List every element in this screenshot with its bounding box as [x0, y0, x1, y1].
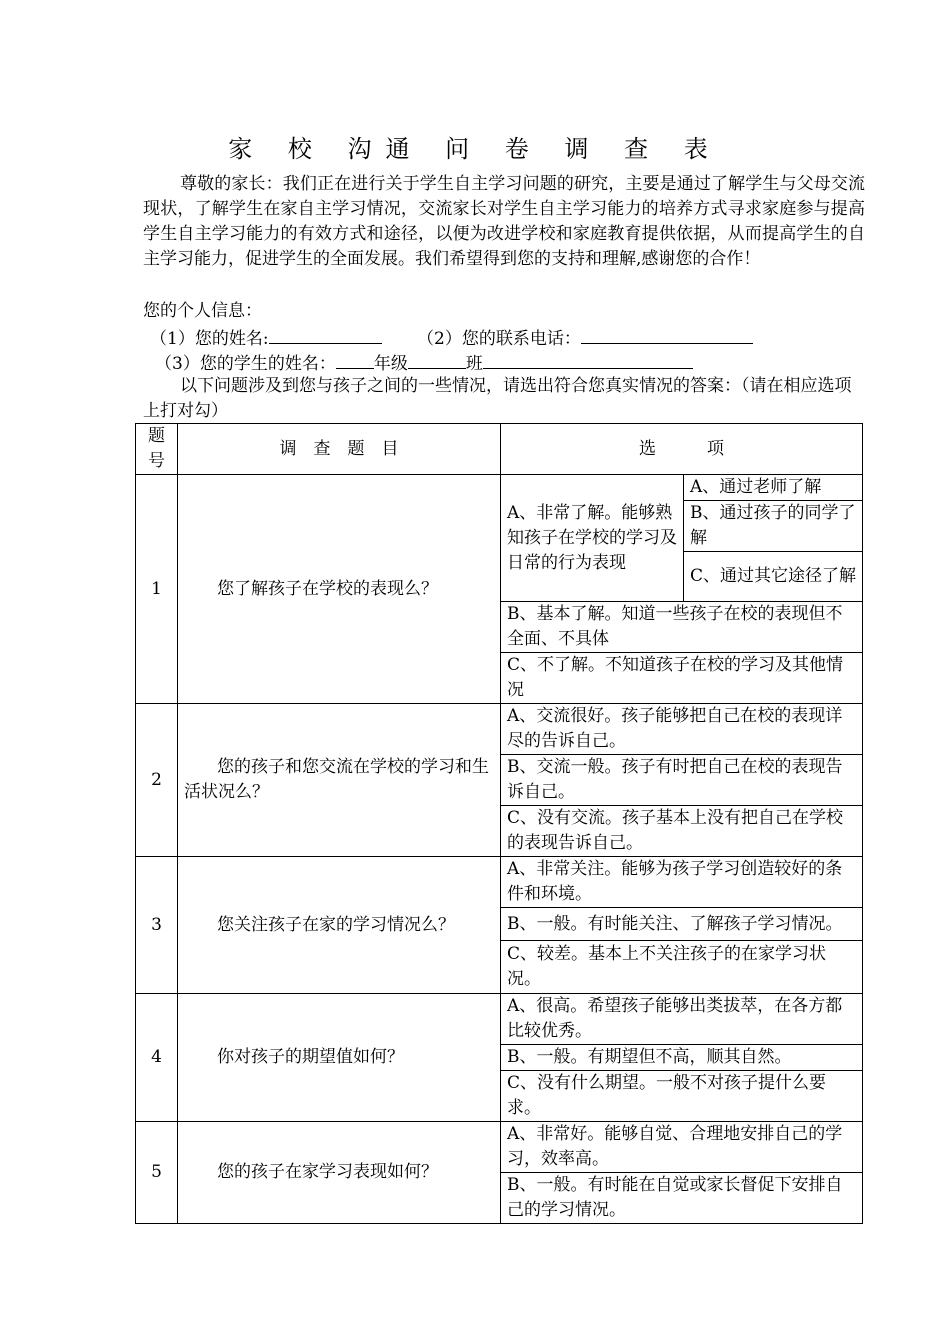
survey-table [135, 423, 863, 1224]
phone-field-row [417, 324, 753, 352]
option-4a[interactable]: A、很高。希望孩子能够出类拔萃，在各方都比较优秀。 [501, 994, 863, 1045]
name-label: （1）您的姓名: [150, 329, 269, 349]
option-1a-sub-a[interactable]: A、通过老师了解 [684, 475, 863, 501]
table-row [136, 994, 863, 1045]
question-4-text: 你对孩子的期望值如何？ [217, 1047, 404, 1067]
option-3b[interactable]: B、一般。有时能关注、了解孩子学习情况。 [501, 908, 863, 941]
question-number: 1 [136, 475, 178, 704]
grade-label: 年级 [373, 354, 408, 374]
option-4b[interactable]: B、一般。有期望但不高，顺其自然。 [501, 1045, 863, 1071]
phone-field[interactable] [581, 324, 753, 344]
page-title: 家 校 沟通 问 卷 调 查 表 [228, 135, 722, 163]
question-number: 5 [136, 1122, 178, 1224]
class-field[interactable] [483, 349, 693, 369]
table-row [136, 1122, 863, 1173]
option-5b[interactable]: B、一般。有时能在自觉或家长督促下安排自己的学习情况。 [501, 1173, 863, 1224]
option-4c[interactable]: C、没有什么期望。一般不对孩子提什么要求。 [501, 1071, 863, 1122]
table-row [136, 857, 863, 908]
question-text [178, 704, 501, 857]
personal-info-heading: 您的个人信息： [143, 301, 262, 321]
intro-paragraph: 尊敬的家长：我们正在进行关于学生自主学习问题的研究，主要是通过了解学生与父母交流现状，了解学生在家自主学习情况，交流家长对学生自主学习能力的培养方式寻求家庭参与提高学生自主学习能力的有效方式和途径，以便为改进学校和家庭教育提供依据，从而提高学生的自主学习能力，促进学生的全面发展。我们希望得到您的支持和理解,感谢您的合作！ [143, 174, 865, 269]
option-1a[interactable]: A、非常了解。能够熟知孩子在学校的学习及日常的行为表现 [501, 475, 684, 602]
question-2-text: 您的孩子和您交流在学校的学习和生活状况么？ [184, 757, 489, 802]
question-text [178, 994, 501, 1122]
option-1a-sub-b[interactable]: B、通过孩子的同学了解 [684, 501, 863, 552]
option-5a[interactable]: A、非常好。能够自觉、合理地安排自己的学习，效率高。 [501, 1122, 863, 1173]
question-3-text: 您关注孩子在家的学习情况么？ [217, 914, 455, 935]
question-5-text: 您的孩子在家学习表现如何？ [217, 1162, 438, 1182]
instruction-text: 以下问题涉及到您与孩子之间的一些情况，请选出符合您真实情况的答案：（请在相应选项上打对勾） [143, 376, 852, 421]
student-field-row [155, 349, 693, 377]
class-label: 班 [465, 354, 483, 374]
question-number: 2 [136, 704, 178, 857]
name-field-row [150, 324, 382, 352]
option-3c[interactable]: C、较差。基本上不关注孩子的在家学习状况。 [501, 941, 863, 994]
option-2c[interactable]: C、没有交流。孩子基本上没有把自己在学校的表现告诉自己。 [501, 806, 863, 857]
option-2a[interactable]: A、交流很好。孩子能够把自己在校的表现详尽的告诉自己。 [501, 704, 863, 755]
option-2b[interactable]: B、交流一般。孩子有时把自己在校的表现告诉自己。 [501, 755, 863, 806]
option-1c[interactable]: C、不了解。不知道孩子在校的学习及其他情况 [501, 653, 863, 704]
question-number: 4 [136, 994, 178, 1122]
question-1-text: 您了解孩子在学校的表现么？ [217, 578, 438, 599]
header-number: 题号 [136, 424, 178, 475]
question-text [178, 857, 501, 994]
table-header-row [136, 424, 863, 475]
option-3a[interactable]: A、非常关注。能够为孩子学习创造较好的条件和环境。 [501, 857, 863, 908]
question-text [178, 1122, 501, 1224]
student-name-field[interactable] [336, 349, 374, 369]
question-text [178, 475, 501, 704]
name-field[interactable] [269, 324, 382, 344]
grade-field[interactable] [408, 349, 466, 369]
phone-label: （2）您的联系电话： [417, 329, 581, 349]
option-1a-sub-c[interactable]: C、通过其它途径了解 [684, 552, 863, 602]
question-number: 3 [136, 857, 178, 994]
option-1b[interactable]: B、基本了解。知道一些孩子在校的表现但不全面、不具体 [501, 602, 863, 653]
header-options: 选 项 [501, 424, 863, 475]
table-row [136, 704, 863, 755]
header-question: 调 查 题 目 [178, 424, 501, 475]
table-row [136, 475, 863, 501]
student-name-label: （3）您的学生的姓名： [155, 354, 336, 374]
